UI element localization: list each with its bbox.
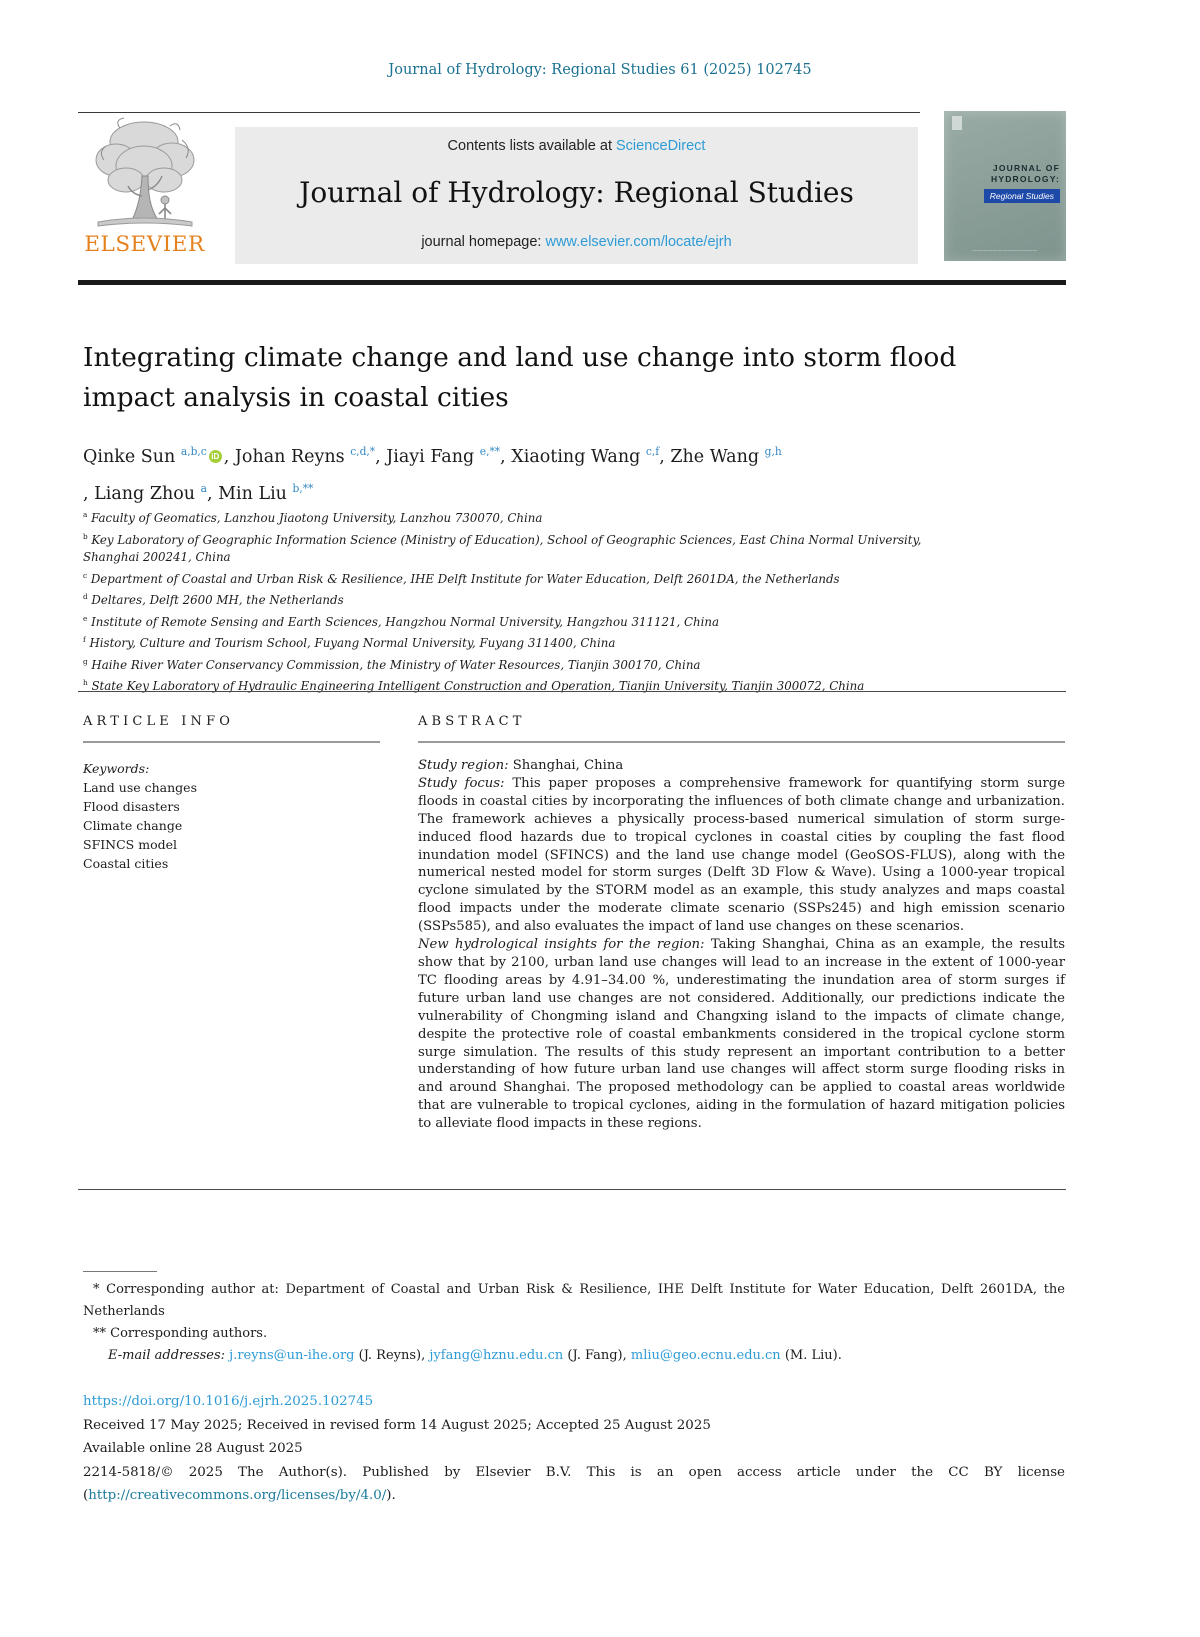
- abstract-body: [418, 757, 1065, 1133]
- affiliation: $^f$ History, Culture and Tourism School, Fuyang Normal University, Fuyang 311400, China: [83, 635, 616, 651]
- license-url-line: (http://creativecommons.org/licenses/by/4.0/).: [83, 1488, 396, 1503]
- link[interactable]: mliu@geo.ecnu.edu.cn: [630, 1348, 781, 1363]
- journal-title: Journal of Hydrology: Regional Studies: [299, 176, 854, 209]
- article-info-column: [83, 714, 380, 1133]
- footnotes: [83, 1279, 1065, 1367]
- contents-line: [235, 138, 918, 154]
- article-title: Integrating climate change and land use change into storm flood impact analysis in coastal cities: [83, 342, 957, 413]
- abstract-header: ABSTRACT: [418, 714, 526, 729]
- available-online: Available online 28 August 2025: [83, 1441, 303, 1456]
- orcid-icon[interactable]: iD: [209, 450, 222, 463]
- link[interactable]: j.reyns@un-ihe.org: [229, 1348, 355, 1363]
- keyword-item: Climate change: [83, 818, 183, 833]
- publication-info: [83, 1390, 1065, 1508]
- elsevier-tree-icon: [82, 116, 207, 234]
- abstract-column: [418, 714, 1065, 1133]
- affiliation: $^h$ State Key Laboratory of Hydraulic Engineering Intelligent Construction and Operation, Tianjin University, Tianjin 300072, China: [83, 678, 865, 694]
- cover-title: JOURNAL OF HYDROLOGY:: [991, 163, 1060, 184]
- homepage-line: [235, 234, 918, 250]
- article-info-rule: [83, 741, 380, 743]
- license-line: 2214-5818/© 2025 The Author(s). Published by Elsevier B.V. This is an open access article under the CC BY license: [83, 1464, 1065, 1480]
- keyword-item: SFINCS model: [83, 837, 177, 852]
- abstract-paragraph-insights: New hydrological insights for the region: Taking Shanghai, China as an example, the results show that by 2100, urban land use changes will lead to an increase in the extent of 1000-year TC flooding areas by 4.91–34.00 %, underestimating the inundation area of storm surges if future urban land use changes are not considered. Additionally, our predictions indicate the vulnerability of Chongming island and Changxing island to the impacts of climate change, despite the protective role of coastal embankments considered in the tropical cyclone storm surge simulation. The results of this study represent an important contribution to a better understanding of how future urban land use changes will affect storm surge flooding risks in and around Shanghai. The proposed methodology can be applied to coastal areas worldwide that are vulnerable to tropical cyclones, aiding in the formulation of hazard mitigation policies to alleviate flood impacts in these regions.: [418, 937, 1065, 1132]
- email-addresses-line: E-mail addresses: j.reyns@un-ihe.org (J. Reyns), jyfang@hznu.edu.cn (J. Fang), mliu@geo.ecnu.edu.cn (M. Liu).: [108, 1348, 842, 1363]
- abstract-rule: [418, 741, 1065, 743]
- article-info-header: ARTICLE INFO: [83, 714, 235, 729]
- cover-footer-text: —————————————: [972, 248, 1038, 253]
- header-thick-rule: [78, 280, 1066, 285]
- abstract-paragraph-study-region: Study region: Shanghai, China: [418, 758, 624, 773]
- author-line-2: , Liang Zhou $^a$, Min Liu $^{b,**}$: [83, 481, 314, 504]
- header-top-rule: [78, 112, 920, 113]
- info-abstract-section: [83, 714, 1065, 1133]
- abstract-paragraph-study-focus: Study focus: This paper proposes a comprehensive framework for quantifying storm surge floods in coastal cities by incorporating the influences of both climate change and urbanization. The framework achieves a physically process-based numerical simulation of storm surge-induced flood hazards due to tropical cyclones in coastal cities by coupling the fast flood inundation model (SFINCS) and the land use change model (GeoSOS-FLUS), along with the numerical nested model for storm surges (Delft 3D Flow & Wave). Using a 1000-year tropical cyclone simulated by the STORM model as an example, this study analyzes and maps coastal flood impacts under the moderate climate scenario (SSPs245) and high emission scenario (SSPs585), and also evaluates the impact of land use changes on these scenarios.: [418, 775, 1065, 935]
- corresponding-author-footnote: * Corresponding author at: Department of Coastal and Urban Risk & Resilience, IHE Delft Institute for Water Education, Delft 2601DA, the: [93, 1282, 1065, 1297]
- link[interactable]: http://creativecommons.org/licenses/by/4.0/: [88, 1488, 387, 1503]
- doi-link[interactable]: https://doi.org/10.1016/j.ejrh.2025.102745: [83, 1394, 374, 1409]
- link[interactable]: jyfang@hznu.edu.cn: [429, 1348, 564, 1363]
- running-head-citation: Journal of Hydrology: Regional Studies 61 (2025) 102745: [388, 62, 812, 78]
- affiliation-list: [83, 506, 963, 696]
- elsevier-logo: [82, 116, 207, 268]
- abstract-bottom-rule: [78, 1189, 1066, 1190]
- section-divider-rule: [78, 691, 1066, 692]
- affiliation: $^d$ Deltares, Delft 2600 MH, the Netherlands: [83, 592, 344, 608]
- received-dates: Received 17 May 2025; Received in revised form 14 August 2025; Accepted 25 August 2025: [83, 1417, 711, 1433]
- corresponding-authors-footnote: ** Corresponding authors.: [93, 1326, 268, 1341]
- cover-elsevier-mark-icon: [952, 116, 962, 130]
- affiliation: $^a$ Faculty of Geomatics, Lanzhou Jiaotong University, Lanzhou 730070, China: [83, 510, 543, 525]
- corresponding-author-footnote-cont: Netherlands: [83, 1304, 165, 1319]
- keywords-label: Keywords:: [83, 761, 150, 776]
- footnote-rule: [83, 1271, 157, 1272]
- keyword-item: Land use changes: [83, 780, 197, 795]
- keyword-item: Coastal cities: [83, 856, 169, 871]
- affiliation: $^c$ Department of Coastal and Urban Risk & Resilience, IHE Delft Institute for Water Education, Delft 2601DA, the Netherlands: [83, 570, 840, 586]
- elsevier-wordmark: ELSEVIER: [84, 232, 205, 257]
- homepage-prefix: journal homepage:: [421, 234, 546, 250]
- affiliation: $^b$ Key Laboratory of Geographic Information Science (Ministry of Education), School of Geographic Sciences, East China Normal University, Shanghai 200241, China: [83, 531, 922, 565]
- journal-header-box: [235, 127, 918, 264]
- cover-badge: Regional Studies: [984, 189, 1060, 203]
- contents-prefix: Contents lists available at: [447, 138, 616, 154]
- keyword-item: Flood disasters: [83, 799, 180, 814]
- journal-cover-thumbnail: [944, 111, 1066, 261]
- affiliation: $^e$ Institute of Remote Sensing and Earth Sciences, Hangzhou Normal University, Hangzhou 311121, China: [83, 613, 720, 629]
- journal-homepage-link[interactable]: www.elsevier.com/locate/ejrh: [545, 234, 732, 250]
- author-line-1: Qinke Sun $^{a,b,c}$ iD , Johan Reyns $^{c,d,*}$, Jiayi Fang $^{e,**}$, Xiaoting Wang $^{c,f}$, Zhe Wang $^{g,h}$: [83, 445, 782, 467]
- sciencedirect-link[interactable]: ScienceDirect: [616, 138, 706, 154]
- affiliation: $^g$ Haihe River Water Conservancy Commission, the Ministry of Water Resources, Tianjin 300170, China: [83, 656, 701, 672]
- author-list: [83, 436, 1065, 510]
